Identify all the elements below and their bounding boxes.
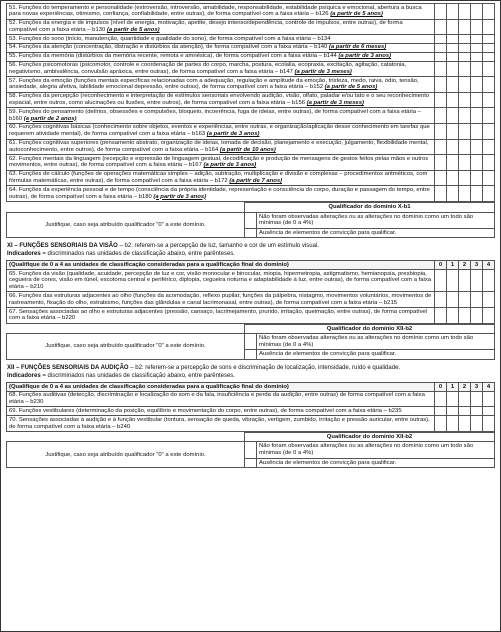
age-tag: (a partir de 3 anos) <box>203 162 257 169</box>
qualifier-title: Qualificador do domínio XII-b2 <box>245 324 495 334</box>
score-cell[interactable] <box>459 407 471 416</box>
score-cell[interactable] <box>435 308 447 324</box>
item-description <box>7 43 435 52</box>
score-cell[interactable] <box>459 35 471 44</box>
scale-header-text: (Qualifique de 0 a 4 as unidades de classificação consideradas para a qualificação final do domínio) <box>7 261 435 270</box>
age-tag: (a partir de 5 anos) <box>106 26 160 33</box>
score-cell[interactable] <box>483 19 495 35</box>
score-cell[interactable] <box>471 4 483 20</box>
item-text: 64. Funções da experiência pessoal e de tempo (consciência da própria identidade, representação e consciência do corpo, duração e passagem do tempo, entre outras), de forma compatível com a faixa etária – b180 <box>9 186 430 200</box>
scale-header-row <box>7 261 495 270</box>
score-cell[interactable] <box>435 4 447 20</box>
score-cell[interactable] <box>447 52 459 61</box>
item-description <box>7 170 435 186</box>
item-text: 63. Funções de cálculo (funções de operações matemáticas simples – adição, subtração, multiplicação e divisão e complexas – procedimentos aritméticos, com fórmulas matemáticas, entre outras), de forma compatível com a faixa etária – b172 <box>9 171 428 185</box>
table-row <box>7 19 495 35</box>
section-title-vision <box>7 243 494 250</box>
score-cell[interactable] <box>471 186 483 202</box>
score-cell[interactable] <box>471 123 483 139</box>
item-description <box>7 308 435 324</box>
item-description <box>7 270 435 292</box>
score-cell[interactable] <box>459 77 471 93</box>
indicators-text: = discriminados nas unidades de classificação abaixo, entre parênteses. <box>40 373 235 380</box>
item-text: 69. Funções vestibulares (determinação da posição, equilíbrio e movimentação do corpo, entre outras), de forma compatível com a faixa etária – b235 <box>9 407 402 414</box>
item-description <box>7 391 435 407</box>
scale-value-4: 4 <box>483 261 495 270</box>
score-cell[interactable] <box>483 186 495 202</box>
indicators-text: = discriminados nas unidades de classificação abaixo, entre parênteses. <box>40 251 235 258</box>
score-cell[interactable] <box>447 170 459 186</box>
age-tag: (a partir de 2 anos) <box>23 115 77 122</box>
score-cell[interactable] <box>483 416 495 432</box>
item-text: 56. Funções psicomotoras (psicomotor, controle e coordenação de partes do corpo, marcha, postura, ecolalia, ecopraxia, excitação, agitação, catatonia, negativismo, ambivalência, convulsão apráxica, entre outras), de forma compatível com a faixa etária – b147 <box>9 62 407 75</box>
score-cell[interactable] <box>447 77 459 93</box>
table-row <box>7 52 495 61</box>
item-text: 70. Sensações associadas à audição e à função vestibular (tontura, sensação de queda, vibração, vertigem, zumbido, irritação e pressão auricular, entre outras), de forma compatível com a faixa etária – b240 <box>9 416 430 430</box>
table-row <box>7 186 495 202</box>
score-cell[interactable] <box>459 43 471 52</box>
score-cell[interactable] <box>459 186 471 202</box>
score-cell[interactable] <box>447 407 459 416</box>
age-tag: (a partir de 7 anos) <box>229 178 283 185</box>
indicators-note <box>7 373 494 380</box>
option-checkbox[interactable] <box>245 212 257 228</box>
score-cell[interactable] <box>483 139 495 155</box>
item-description <box>7 123 435 139</box>
scale-value-0: 0 <box>435 383 447 392</box>
score-cell[interactable] <box>483 52 495 61</box>
score-cell[interactable] <box>471 391 483 407</box>
score-cell[interactable] <box>435 61 447 77</box>
section-title-hearing <box>7 365 494 372</box>
item-description <box>7 77 435 93</box>
option-no-alteration: Não foram observadas alterações ou as alterações no domínio como um todo são mínimas (de 0 a 4%) <box>257 334 495 350</box>
score-cell[interactable] <box>459 155 471 171</box>
score-cell[interactable] <box>483 108 495 124</box>
item-description <box>7 108 435 124</box>
age-tag: (a partir de 3 anos) <box>153 193 207 200</box>
age-tag: (a partir de 3 meses) <box>306 100 364 107</box>
block3-qualifier <box>6 432 495 468</box>
score-cell[interactable] <box>471 61 483 77</box>
score-cell[interactable] <box>471 52 483 61</box>
option-checkbox[interactable] <box>245 334 257 350</box>
table-row <box>7 139 495 155</box>
section-description: – b2: referem-se a percepção de luz, tamanho e cor de um estímulo visual. <box>117 243 319 250</box>
block1-qualifier <box>6 202 495 238</box>
score-cell[interactable] <box>459 52 471 61</box>
score-cell[interactable] <box>447 43 459 52</box>
table-row <box>7 61 495 77</box>
score-cell[interactable] <box>435 270 447 292</box>
option-checkbox[interactable] <box>245 458 257 468</box>
score-cell[interactable] <box>447 108 459 124</box>
score-cell[interactable] <box>447 35 459 44</box>
score-cell[interactable] <box>459 19 471 35</box>
score-cell[interactable] <box>459 170 471 186</box>
score-cell[interactable] <box>447 416 459 432</box>
score-cell[interactable] <box>459 391 471 407</box>
score-cell[interactable] <box>471 270 483 292</box>
item-text: 62. Funções mentais da linguagem (recepção e expressão de linguagem gestual, decodificação e produção de mensagens de gestos feitos pelas mãos e outros movimentos, entre outras), de forma compatível com a faixa etária – b167 <box>9 155 429 169</box>
item-text: 51. Funções do temperamento e personalidade (extroversão, introversão, amabilidade, responsabilidade, estabilidade psíquica e emocional, abertura a busca para novas experiências, otimismo, confiança, confiabilidade, entre outras), de forma compatível com a faixa etária – b126 <box>9 4 422 18</box>
scale-value-1: 1 <box>447 261 459 270</box>
indicators-note <box>7 251 494 258</box>
scale-value-2: 2 <box>459 261 471 270</box>
scale-value-3: 3 <box>471 383 483 392</box>
score-cell[interactable] <box>435 35 447 44</box>
score-cell[interactable] <box>447 4 459 20</box>
score-cell[interactable] <box>483 123 495 139</box>
score-cell[interactable] <box>435 407 447 416</box>
score-cell[interactable] <box>459 270 471 292</box>
item-text: 61. Funções cognitivas superiores (pensamento abstrato, organização de ideias, tomada de decisão, planejamento e execução, julgamento, flexibilidade mental, autoconhecimento, entre outros), de forma compatível com a faixa etária – b164 <box>9 140 429 153</box>
scale-value-0: 0 <box>435 261 447 270</box>
table-row <box>7 123 495 139</box>
age-tag: (a partir de 3 anos) <box>338 53 392 60</box>
table-row <box>7 416 495 432</box>
score-cell[interactable] <box>471 108 483 124</box>
scale-value-4: 4 <box>483 383 495 392</box>
table-row <box>7 108 495 124</box>
section-description: – b2: referem-se a percepção de sons e discriminação de localização, intensidade, ruído e qualidade. <box>128 365 401 372</box>
table-row <box>7 43 495 52</box>
section-heading: XI – FUNÇÕES SENSORIAIS DA VISÃO <box>7 243 118 250</box>
item-description <box>7 35 435 44</box>
score-cell[interactable] <box>447 270 459 292</box>
score-cell[interactable] <box>459 61 471 77</box>
score-cell[interactable] <box>471 292 483 308</box>
table-row <box>7 391 495 407</box>
block1-items-table <box>6 3 495 202</box>
score-cell[interactable] <box>447 139 459 155</box>
item-text: 57. Funções da emoção (funções mentais específicas relacionadas com a adequação, regulação e amplitude da emoção, tristeza, medo, raiva, ódio, tensão, ansiedade, alegria afetiva, labilidade emocional depressão, entre outras), de forma compatível com a faixa etária – b152 <box>9 77 419 91</box>
score-cell[interactable] <box>435 170 447 186</box>
score-cell[interactable] <box>483 308 495 324</box>
table-row <box>7 407 495 416</box>
table-row <box>7 170 495 186</box>
option-checkbox[interactable] <box>245 350 257 360</box>
item-text: 55. Funções da memória (distúrbios da memória recente, remota e amnésica), de forma compatível com a faixa etária – b144 <box>9 53 339 60</box>
item-description <box>7 407 435 416</box>
table-row <box>7 308 495 324</box>
score-cell[interactable] <box>459 4 471 20</box>
item-description <box>7 155 435 171</box>
block3-items-table <box>6 382 495 432</box>
score-cell[interactable] <box>483 391 495 407</box>
score-cell[interactable] <box>435 186 447 202</box>
score-cell[interactable] <box>447 61 459 77</box>
score-cell[interactable] <box>435 77 447 93</box>
score-cell[interactable] <box>435 19 447 35</box>
score-cell[interactable] <box>447 155 459 171</box>
table-row <box>7 155 495 171</box>
score-cell[interactable] <box>483 77 495 93</box>
score-cell[interactable] <box>459 108 471 124</box>
score-cell[interactable] <box>471 92 483 108</box>
age-tag: (a partir de 6 meses) <box>328 44 387 51</box>
item-description <box>7 416 435 432</box>
table-row <box>7 35 495 44</box>
score-cell[interactable] <box>447 186 459 202</box>
option-checkbox[interactable] <box>245 442 257 458</box>
indicators-label: Indicadores <box>7 373 41 380</box>
score-cell[interactable] <box>471 170 483 186</box>
option-no-alteration: Não foram observadas alterações ou as alterações no domínio como um todo são mínimas (de 0 a 4%) <box>257 442 495 458</box>
age-tag: (a partir de 10 anos) <box>219 146 276 153</box>
scale-value-1: 1 <box>447 383 459 392</box>
score-cell[interactable] <box>483 270 495 292</box>
score-cell[interactable] <box>483 170 495 186</box>
item-text: 66. Funções das estruturas adjacentes ao olho (funções da acomodação, reflexo pupilar, funções da pálpebra, nistagmo, movimentos voluntários, movimentos de rastreamento, fixação do olho, estrabismo, funções das glândulas e canal lacrimonasal, entre outras), de forma compatível com a faixa etária – b215 <box>9 292 432 306</box>
score-cell[interactable] <box>483 292 495 308</box>
option-no-evidence: Ausência de elementos de convicção para qualificar. <box>257 458 495 468</box>
score-cell[interactable] <box>459 308 471 324</box>
item-text: 65. Funções da visão (qualidade, acuidade, percepção de luz e cor, visão monocular e binocular, miopia, hipermetropia, astigmatismo, hemianopsia, presbiopia, cegueira de cores, visão em túnel, escotoma central e periférico, diplopia, cegueira noturna e adaptabilidade à luz, entre outras), de forma compatível com a faixa etária – b210 <box>9 270 432 291</box>
score-cell[interactable] <box>447 92 459 108</box>
indicators-label: Indicadores <box>7 251 41 258</box>
block2-items-table <box>6 260 495 323</box>
option-checkbox[interactable] <box>245 228 257 238</box>
item-text: 58. Funções da percepção (reconhecimento e interpretação de estímulos sensoriais envolvendo audição, visão, olfato, paladar e/ou tato e o seu reconhecimento espacial, entre outros, como alucinações ou ilusões, entre outros), de forma compatível com a faixa etária – b156 <box>9 93 430 107</box>
age-tag: (a partir de 3 anos) <box>206 131 260 138</box>
score-cell[interactable] <box>435 391 447 407</box>
score-cell[interactable] <box>471 139 483 155</box>
item-description <box>7 139 435 155</box>
score-cell[interactable] <box>483 407 495 416</box>
score-cell[interactable] <box>471 43 483 52</box>
score-cell[interactable] <box>471 155 483 171</box>
table-row <box>7 292 495 308</box>
item-description <box>7 292 435 308</box>
score-cell[interactable] <box>447 308 459 324</box>
item-text: 67. Sensações associadas ao olho e estruturas adjacentes (pressão, cansaço, lacrimejamento, prurido, irritação, queimação, entre outras), de forma compatível com a faixa etária – b220 <box>9 308 428 322</box>
item-text: 60. Funções cognitivas básicas (conhecimento sobre objetos, eventos e experiências, entre outras, e organização/aplicação desse conhecimento em tarefas que requerem atividade mental), de forma compatível com a faixa etária – b163 <box>9 124 430 138</box>
score-cell[interactable] <box>483 43 495 52</box>
table-row <box>7 270 495 292</box>
item-description <box>7 61 435 77</box>
justify-label: Justifique, caso seja atribuído qualificador "0" a este domínio. <box>7 334 245 360</box>
item-text: 68. Funções auditivas (detecção, discriminação e localização do som e da fala, insuficiência e perda da audição, entre outras) de forma compatível com a faixa etária – b230 <box>9 392 425 406</box>
scale-header-text: (Qualifique de 0 a 4 as unidades de classificação consideradas para a qualificação final do domínio) <box>7 383 435 392</box>
age-tag: (a partir de 5 anos) <box>324 84 378 91</box>
qualifier-title: Qualificador do domínio XII-b2 <box>245 432 495 442</box>
item-text: 52. Funções da energia e de impulsos (nível de energia, motivação, apetite, desejo intenso/dependência, controle de impulsos, entre outras), de forma compatível com a faixa etária – b130 <box>9 20 403 33</box>
score-cell[interactable] <box>483 4 495 20</box>
scale-header-row <box>7 383 495 392</box>
score-cell[interactable] <box>435 108 447 124</box>
option-no-evidence: Ausência de elementos de convicção para qualificar. <box>257 350 495 360</box>
score-cell[interactable] <box>471 19 483 35</box>
item-description <box>7 19 435 35</box>
score-cell[interactable] <box>459 123 471 139</box>
justify-label: Justifique, caso seja atribuído qualificador "0" a este domínio. <box>7 212 245 238</box>
qualifier-title: Qualificador do domínio X-b1 <box>245 202 495 212</box>
score-cell[interactable] <box>471 35 483 44</box>
score-cell[interactable] <box>483 155 495 171</box>
age-tag: (a partir de 3 meses) <box>294 68 352 75</box>
score-cell[interactable] <box>483 35 495 44</box>
score-cell[interactable] <box>435 123 447 139</box>
item-text: 59. Funções do pensamento (delírios, obsessões e compulsões, bloqueio, incoerência, fuga de ideias, entre outras), de forma compatível com a faixa etária – b160 <box>9 108 421 122</box>
score-cell[interactable] <box>435 43 447 52</box>
table-row <box>7 4 495 20</box>
block2-qualifier <box>6 324 495 360</box>
score-cell[interactable] <box>471 407 483 416</box>
score-cell[interactable] <box>447 391 459 407</box>
score-cell[interactable] <box>447 292 459 308</box>
table-row <box>7 92 495 108</box>
score-cell[interactable] <box>471 308 483 324</box>
score-cell[interactable] <box>459 292 471 308</box>
score-cell[interactable] <box>435 139 447 155</box>
section-heading: XII – FUNÇÕES SENSORIAIS DA AUDIÇÃO <box>7 365 129 372</box>
score-cell[interactable] <box>435 416 447 432</box>
item-description <box>7 4 435 20</box>
score-cell[interactable] <box>471 77 483 93</box>
score-cell[interactable] <box>483 61 495 77</box>
score-cell[interactable] <box>435 52 447 61</box>
score-cell[interactable] <box>459 139 471 155</box>
item-description <box>7 186 435 202</box>
score-cell[interactable] <box>435 155 447 171</box>
item-description <box>7 92 435 108</box>
scale-value-3: 3 <box>471 261 483 270</box>
option-no-evidence: Ausência de elementos de convicção para qualificar. <box>257 228 495 238</box>
score-cell[interactable] <box>447 19 459 35</box>
score-cell[interactable] <box>459 92 471 108</box>
table-row <box>7 77 495 93</box>
score-cell[interactable] <box>459 416 471 432</box>
score-cell[interactable] <box>471 416 483 432</box>
item-text: 53. Funções do sono (início, manutenção, quantidade e qualidade do sono), de forma compatível com a faixa etária – b134 <box>9 35 331 42</box>
item-description <box>7 52 435 61</box>
score-cell[interactable] <box>435 92 447 108</box>
score-cell[interactable] <box>447 123 459 139</box>
score-cell[interactable] <box>483 92 495 108</box>
age-tag: (a partir de 5 anos) <box>330 11 383 18</box>
option-no-alteration: Não foram observadas alterações ou as alterações no domínio como um todo são mínimas (de 0 a 4%) <box>257 212 495 228</box>
score-cell[interactable] <box>435 292 447 308</box>
justify-label: Justifique, caso seja atribuído qualificador "0" a este domínio. <box>7 442 245 468</box>
item-text: 54. Funções da atenção (concentração, distração e distúrbios da atenção), de forma compatível com a faixa etária – b140 <box>9 44 329 51</box>
scale-value-2: 2 <box>459 383 471 392</box>
